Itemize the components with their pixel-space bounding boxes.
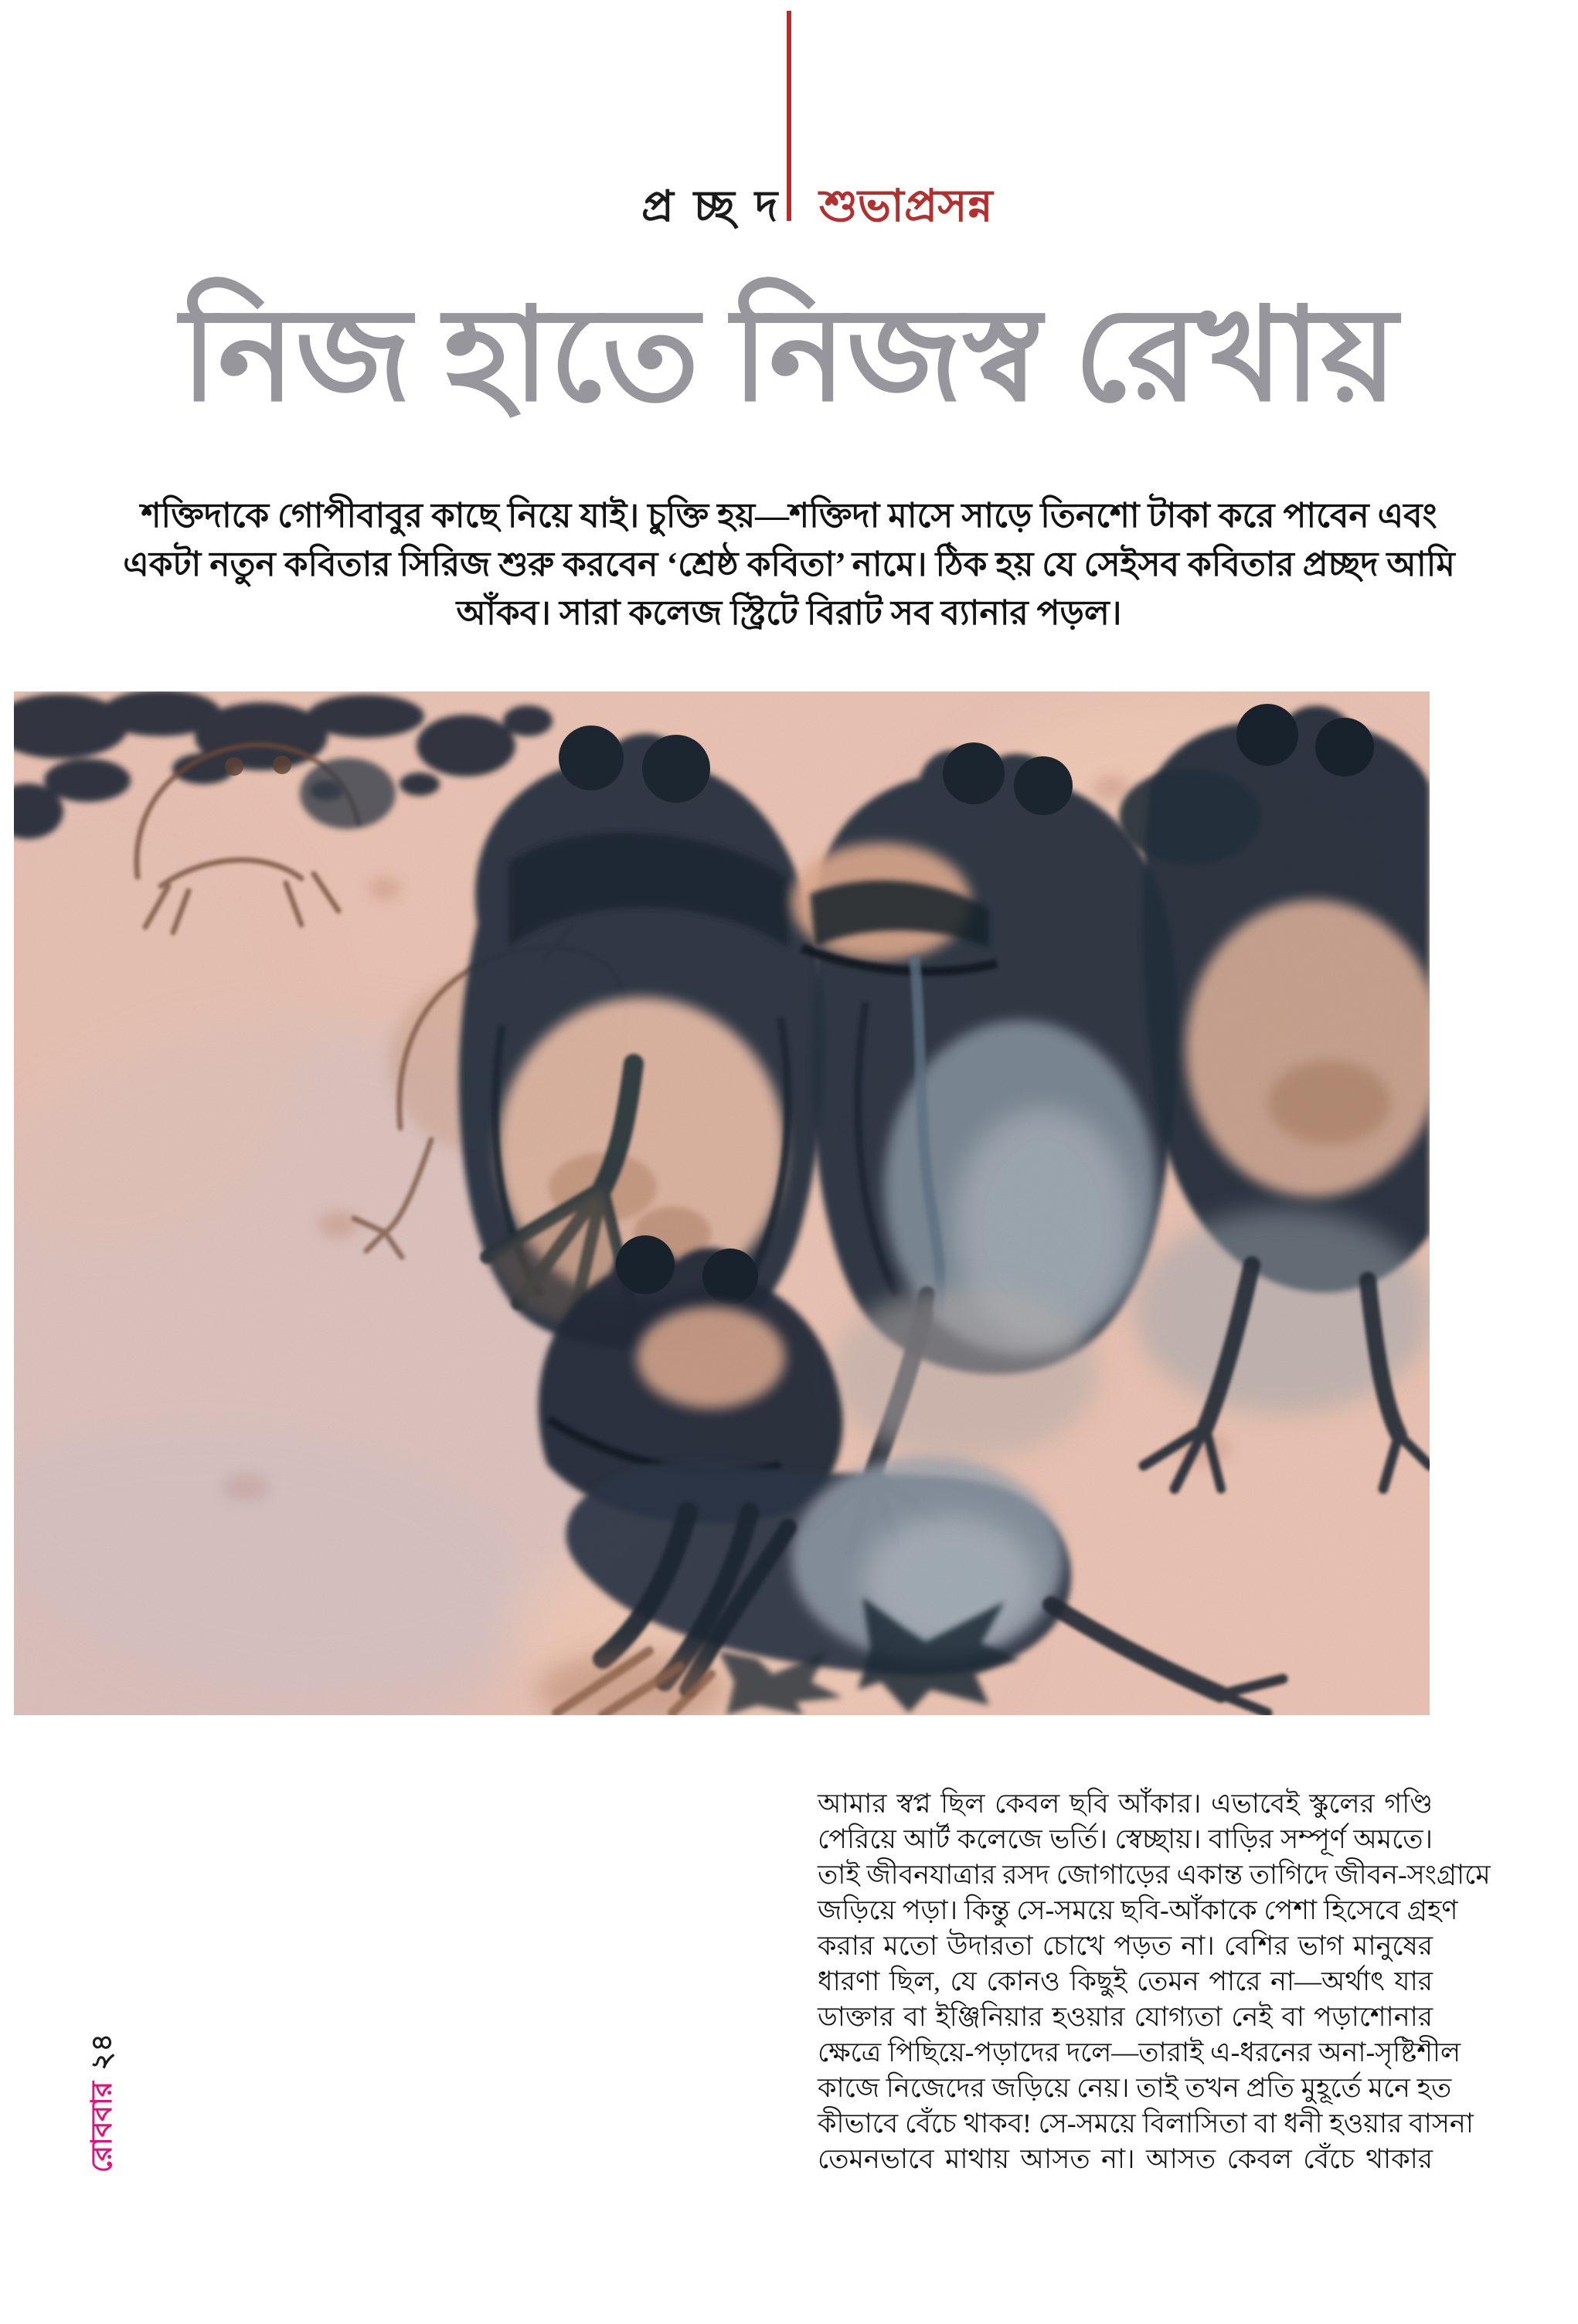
author-name: শুভাপ্রসন্ন [819,181,993,231]
page-folio [79,2018,118,2188]
body-line: তেমনভাবে মাথায় আসত না। আসত কেবল বেঁচে থাকার [818,2144,1433,2174]
article-title: নিজ হাতে নিজস্ব রেখায় [180,284,1398,428]
intro-deck [121,491,1457,637]
body-line: কাজে নিজেদের জড়িয়ে নেয়। তাই তখন প্রতি মুহূর্তে মনে হত [818,2073,1452,2103]
body-line: তাই জীবনযাত্রার রসদ জোগাড়ের একান্ত তাগিদে জীবন-সংগ্রামে [818,1860,1491,1890]
body-line: ধারণা ছিল, যে কোনও কিছুই তেমন পারে না—অর্থাৎ যার [818,1966,1433,1996]
body-line: জড়িয়ে পড়া। কিন্তু সে-সময়ে ছবি-আঁকাকে পেশা হিসেবে গ্রহণ [818,1895,1458,1925]
section-label: প্র চ্ছ দ [641,183,783,231]
body-line: পেরিয়ে আর্ট কলেজে ভর্তি। স্বেচ্ছায়। বাড়ির সম্পূর্ণ অমতে। [818,1824,1433,1854]
intro-line: আঁকব। সারা কলেজ স্ট্রিটে বিরাট সব ব্যানার পড়ল। [456,594,1122,632]
body-line: কীভাবে বেঁচে থাকব! সে-সময়ে বিলাসিতা বা ধনী হওয়ার বাসনা [818,2108,1474,2139]
header-divider-rule [787,11,791,221]
body-line: করার মতো উদারতা চোখে পড়ত না। বেশির ভাগ মানুষের [818,1931,1433,1961]
body-line: ক্ষেত্রে পিছিয়ে-পড়াদের দলে—তারাই এ-ধরনের অনা-সৃষ্টিশীল [818,2037,1461,2067]
page-number: ২৪ [87,2033,118,2071]
intro-line: শক্তিদাকে গোপীবাবুর কাছে নিয়ে যাই। চুক্তি হয়—শক্তিদা মাসে সাড়ে তিনশো টাকা করে পাবেন এবং [141,497,1437,535]
intro-line: একটা নতুন কবিতার সিরিজ শুরু করবেন ‘শ্রেষ্ঠ কবিতা’ নামে। ঠিক হয় যে সেইসব কবিতার প্রচ্ছদ আমি [123,545,1455,583]
frog-artwork-canvas [14,691,1430,1715]
magazine-name: রোববার [87,2081,118,2173]
body-text-column [818,1786,1491,2177]
body-line: ডাক্তার বা ইঞ্জিনিয়ার হওয়ার যোগ্যতা নেই বা পড়াশোনার [818,2002,1433,2032]
frog-artwork [14,691,1430,1715]
body-line: আমার স্বপ্ন ছিল কেবল ছবি আঁকার। এভাবেই স্কুলের গণ্ডি [818,1789,1433,1819]
